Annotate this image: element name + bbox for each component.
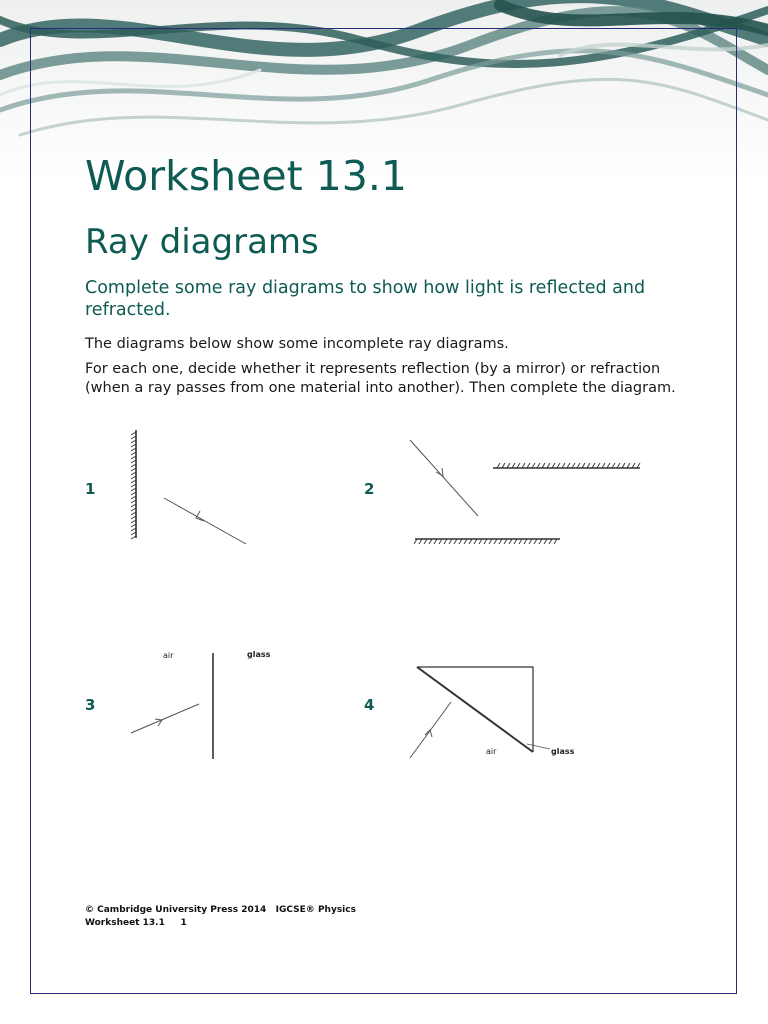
page-footer [85, 904, 356, 930]
page-number: 1 [180, 918, 187, 928]
label-pointer [527, 744, 550, 749]
intro-text: Complete some ray diagrams to show how light is reflected and refracted. [85, 278, 646, 320]
question-number-4: 4 [364, 696, 375, 714]
ray-arrow-icon [436, 468, 443, 476]
worksheet-title: Worksheet 13.1 [85, 152, 408, 200]
air-label: air [163, 651, 174, 660]
incident-ray [164, 498, 246, 544]
copyright-text: © Cambridge University Press 2014 [85, 905, 267, 915]
mirror-top [493, 463, 640, 468]
instruction-paragraph-2: For each one, decide whether it represents reflection (by a mirror) or refraction (when a ray passes from one material into another). Then complete the diagram. [85, 361, 676, 396]
worksheet-subtitle: Ray diagrams [85, 222, 319, 262]
mirror-vertical [131, 430, 136, 539]
course-name: IGCSE® Physics [275, 905, 356, 915]
instruction-paragraph-1: The diagrams below show some incomplete ray diagrams. [85, 336, 509, 352]
glass-label: glass [247, 650, 271, 659]
footer-worksheet: Worksheet 13.1 [85, 918, 165, 928]
incident-ray [410, 702, 451, 758]
mirror-bottom [414, 539, 560, 544]
question-number-1: 1 [85, 480, 96, 498]
glass-prism [417, 667, 533, 752]
question-number-2: 2 [364, 480, 375, 498]
air-label: air [486, 747, 497, 756]
incident-ray [410, 440, 478, 516]
question-number-3: 3 [85, 696, 96, 714]
ray-diagram-4 [405, 660, 585, 765]
incident-ray [131, 704, 199, 733]
ray-diagram-2 [405, 436, 645, 551]
ray-diagram-3 [125, 645, 285, 765]
ray-diagram-1 [120, 428, 260, 548]
glass-label: glass [551, 747, 575, 756]
